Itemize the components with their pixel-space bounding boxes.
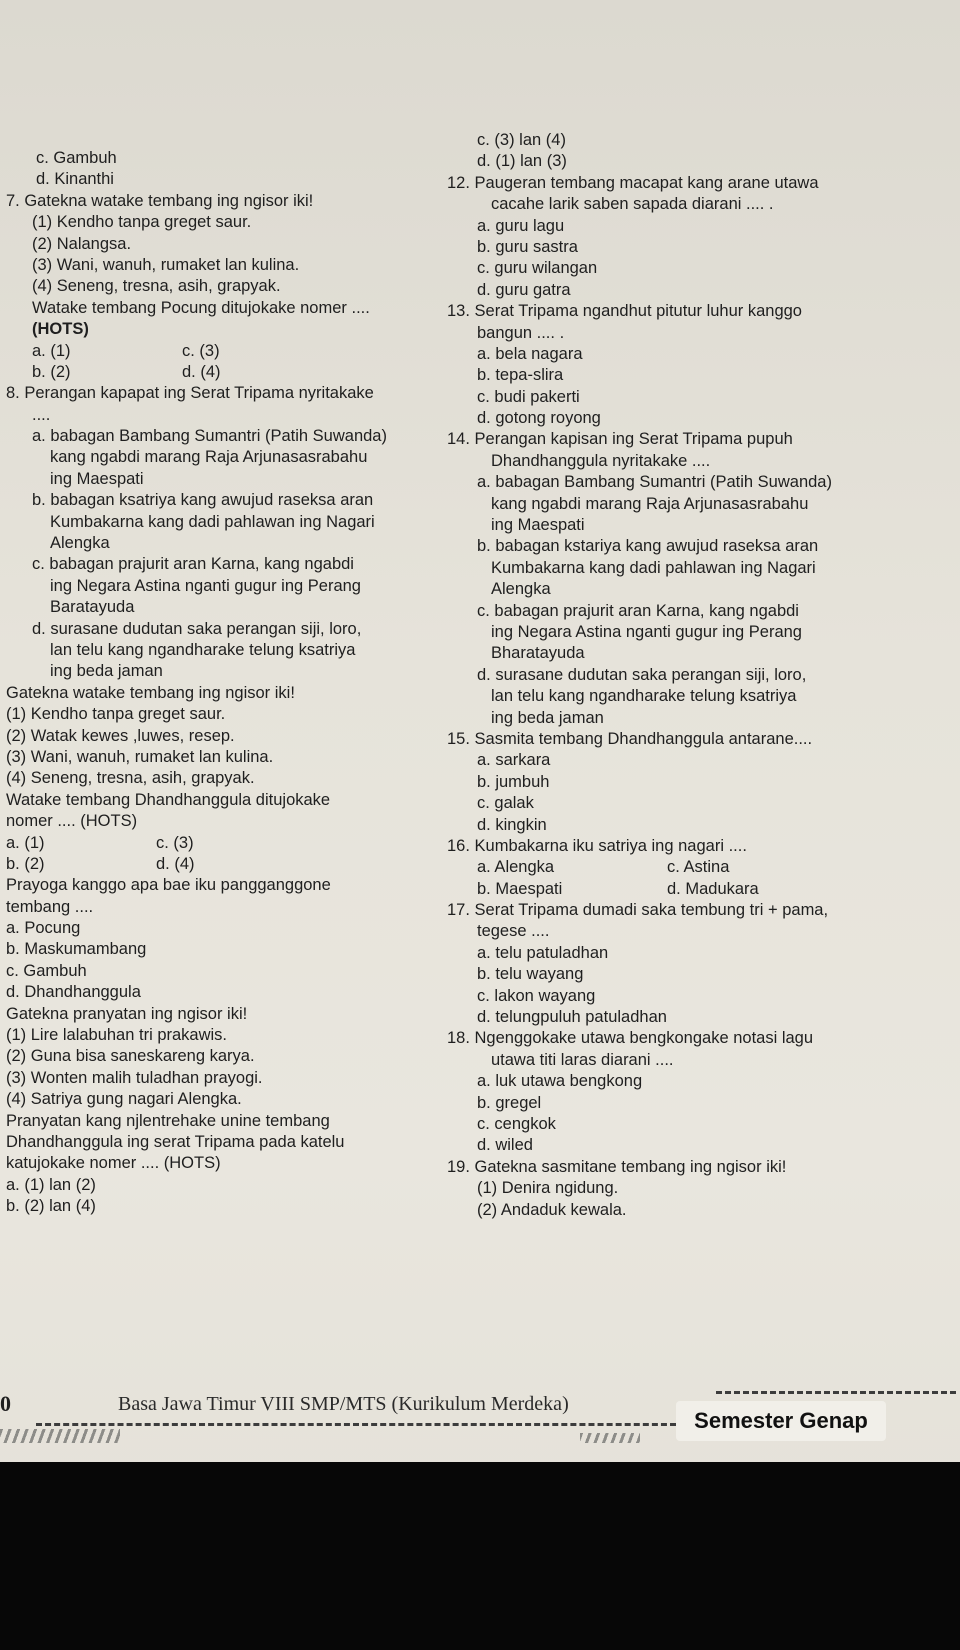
text-line: b. (2) lan (4) bbox=[6, 1197, 96, 1216]
option-a: a. (1) bbox=[32, 341, 71, 360]
text-line: katujokake nomer .... (HOTS) bbox=[6, 1154, 221, 1173]
text-line: c. babagan prajurit aran Karna, kang ngabdi bbox=[32, 555, 354, 574]
text-line: Watake tembang Dhandhanggula ditujokake bbox=[6, 790, 331, 809]
text-line: c. budi pakerti bbox=[477, 387, 580, 406]
text-line: c. Gambuh bbox=[36, 149, 117, 167]
text-line: (2) Guna bisa saneskareng karya. bbox=[6, 1047, 255, 1066]
text-line: utawa titi laras diarani .... bbox=[491, 1050, 674, 1069]
text-line: kang ngabdi marang Raja Arjunasasrabahu bbox=[491, 494, 809, 513]
text-line: ing Maespati bbox=[50, 469, 144, 488]
text-line: c. babagan prajurit aran Karna, kang ngabdi bbox=[477, 601, 799, 620]
footer-decoration bbox=[0, 1429, 120, 1443]
text-line: a. (1) lan (2) bbox=[6, 1175, 96, 1194]
text-line: c. cengkok bbox=[477, 1114, 556, 1133]
text-line: a. luk utawa bengkong bbox=[477, 1072, 643, 1091]
text-line: lan telu kang ngandharake telung ksatriya bbox=[50, 640, 356, 659]
text-line: 7. Gatekna watake tembang ing ngisor iki! bbox=[6, 191, 314, 210]
text-line: 12. Paugeran tembang macapat kang arane utawa bbox=[447, 173, 819, 192]
text-line: a. babagan Bambang Sumantri (Patih Suwanda) bbox=[32, 427, 387, 446]
text-line: (3) Wani, wanuh, rumaket lan kulina. bbox=[32, 255, 300, 274]
text-line: (4) Seneng, tresna, asih, grapyak. bbox=[6, 769, 255, 788]
text-line bbox=[447, 879, 952, 900]
page-number: 0 bbox=[0, 1391, 11, 1416]
text-line: d. guru gatra bbox=[477, 280, 571, 299]
text-line: (2) Andaduk kewala. bbox=[477, 1200, 627, 1219]
text-line: d. surasane dudutan saka perangan siji, loro, bbox=[32, 619, 362, 638]
text-line: ing beda jaman bbox=[50, 662, 163, 681]
text-line: (2) Watak kewes ,luwes, resep. bbox=[6, 726, 235, 745]
text-line: d. (1) lan (3) bbox=[477, 152, 567, 171]
text-line: 19. Gatekna sasmitane tembang ing ngisor iki! bbox=[447, 1157, 787, 1176]
text-line: Dhandhanggula ing serat Tripama pada katelu bbox=[6, 1132, 345, 1151]
text-line bbox=[6, 341, 461, 362]
text-line: d. telungpuluh patuladhan bbox=[477, 1008, 667, 1027]
text-line: Bharatayuda bbox=[491, 644, 585, 663]
text-line: d. kingkin bbox=[477, 815, 547, 834]
text-line: ing Negara Astina nganti gugur ing Perang bbox=[491, 622, 802, 641]
text-line: bangun .... . bbox=[477, 323, 565, 342]
page-footer bbox=[0, 1385, 960, 1460]
text-line: (3) Wonten malih tuladhan prayogi. bbox=[6, 1068, 263, 1087]
text-line: d. gotong royong bbox=[477, 409, 601, 428]
text-line: c. lakon wayang bbox=[477, 986, 596, 1005]
text-line: ing Negara Astina nganti gugur ing Perang bbox=[50, 576, 361, 595]
option-a: a. (1) bbox=[6, 833, 45, 852]
text-line: 18. Ngenggokake utawa bengkongake notasi lagu bbox=[447, 1029, 814, 1048]
option-b: c. (3) bbox=[182, 341, 220, 360]
text-line: a. guru lagu bbox=[477, 216, 565, 235]
text-line: a. bela nagara bbox=[477, 344, 583, 363]
text-line: (4) Seneng, tresna, asih, grapyak. bbox=[32, 277, 281, 296]
text-line: b. telu wayang bbox=[477, 965, 584, 984]
text-line bbox=[6, 833, 461, 854]
text-line bbox=[447, 857, 952, 878]
text-line: (4) Satriya gung nagari Alengka. bbox=[6, 1090, 242, 1109]
text-line: (HOTS) bbox=[32, 320, 89, 339]
text-line: a. babagan Bambang Sumantri (Patih Suwanda) bbox=[477, 473, 832, 492]
text-line: Kumbakarna kang dadi pahlawan ing Nagari bbox=[491, 558, 816, 577]
text-line: c. (3) lan (4) bbox=[477, 131, 566, 149]
text-line: Dhandhanggula nyritakake .... bbox=[491, 451, 711, 470]
text-line: b. Maskumambang bbox=[6, 940, 147, 959]
text-line: Gatekna pranyatan ing ngisor iki! bbox=[6, 1004, 248, 1023]
text-line: 13. Serat Tripama ngandhut pitutur luhur kanggo bbox=[447, 302, 802, 321]
text-line: d. wiled bbox=[477, 1136, 533, 1155]
text-line: Kumbakarna kang dadi pahlawan ing Nagari bbox=[50, 512, 375, 531]
option-a: b. Maespati bbox=[477, 879, 563, 898]
option-b: c. Astina bbox=[667, 858, 730, 877]
text-line: a. telu patuladhan bbox=[477, 943, 609, 962]
text-line: d. Dhandhanggula bbox=[6, 983, 141, 1002]
footer-decoration-2 bbox=[580, 1433, 640, 1443]
option-b: d. (4) bbox=[182, 362, 221, 381]
text-line: b. tepa-slira bbox=[477, 366, 564, 385]
book-title: Basa Jawa Timur VIII SMP/MTS (Kurikulum Merdeka) bbox=[118, 1393, 569, 1415]
text-line: lan telu kang ngandharake telung ksatriya bbox=[491, 687, 797, 706]
footer-divider bbox=[36, 1423, 676, 1426]
text-line: b. jumbuh bbox=[477, 772, 550, 791]
text-line: a. sarkara bbox=[477, 751, 551, 770]
text-line: b. babagan ksatriya kang awujud raseksa aran bbox=[32, 491, 374, 510]
option-a: b. (2) bbox=[6, 854, 45, 873]
text-line: nomer .... (HOTS) bbox=[6, 812, 138, 831]
text-line: 15. Sasmita tembang Dhandhanggula antarane.... bbox=[447, 729, 813, 748]
text-line: Watake tembang Pocung ditujokake nomer .... bbox=[32, 298, 370, 317]
text-line: d. Kinanthi bbox=[36, 170, 114, 189]
text-line: Alengka bbox=[491, 580, 551, 599]
text-line: 16. Kumbakarna iku satriya ing nagari .... bbox=[447, 836, 747, 855]
option-b: d. Madukara bbox=[667, 879, 759, 898]
left-column bbox=[6, 148, 461, 1218]
text-line: (1) Kendho tanpa greget saur. bbox=[6, 705, 226, 724]
text-line: 17. Serat Tripama dumadi saka tembung tri + pama, bbox=[447, 901, 829, 920]
footer-divider-top bbox=[716, 1391, 956, 1394]
text-line: 8. Perangan kapapat ing Serat Tripama nyritakake bbox=[6, 384, 374, 403]
text-line: d. surasane dudutan saka perangan siji, loro, bbox=[477, 665, 807, 684]
text-line bbox=[6, 854, 461, 875]
text-line: (2) Nalangsa. bbox=[32, 234, 132, 253]
text-line: Prayoga kanggo apa bae iku pangganggone bbox=[6, 876, 331, 895]
text-line: kang ngabdi marang Raja Arjunasasrabahu bbox=[50, 448, 368, 467]
text-line: ing Maespati bbox=[491, 516, 585, 535]
option-a: b. (2) bbox=[32, 362, 71, 381]
text-line: 14. Perangan kapisan ing Serat Tripama pupuh bbox=[447, 430, 793, 449]
text-line: (3) Wani, wanuh, rumaket lan kulina. bbox=[6, 747, 274, 766]
text-line: b. babagan kstariya kang awujud raseksa aran bbox=[477, 537, 819, 556]
text-line: cacahe larik saben sapada diarani .... . bbox=[491, 195, 774, 214]
text-line: Gatekna watake tembang ing ngisor iki! bbox=[6, 683, 295, 702]
background-surface bbox=[0, 1462, 960, 1650]
text-line: tembang .... bbox=[6, 897, 94, 916]
text-line: b. guru sastra bbox=[477, 237, 578, 256]
right-column bbox=[447, 130, 952, 1221]
option-a: a. Alengka bbox=[477, 858, 555, 877]
text-line: ing beda jaman bbox=[491, 708, 604, 727]
text-line bbox=[6, 362, 461, 383]
text-line: .... bbox=[32, 405, 51, 424]
text-line: Alengka bbox=[50, 534, 110, 553]
text-line: Baratayuda bbox=[50, 598, 135, 617]
text-line: c. galak bbox=[477, 794, 534, 813]
text-line: (1) Denira ngidung. bbox=[477, 1179, 619, 1198]
text-line: (1) Lire lalabuhan tri prakawis. bbox=[6, 1026, 228, 1045]
option-b: c. (3) bbox=[156, 833, 194, 852]
text-line: c. guru wilangan bbox=[477, 259, 598, 278]
text-line: (1) Kendho tanpa greget saur. bbox=[32, 213, 252, 232]
semester-label: Semester Genap bbox=[676, 1401, 886, 1441]
text-line: tegese .... bbox=[477, 922, 550, 941]
option-b: d. (4) bbox=[156, 854, 195, 873]
text-line: a. Pocung bbox=[6, 919, 81, 938]
text-line: c. Gambuh bbox=[6, 961, 87, 980]
text-line: Pranyatan kang njlentrehake unine tembang bbox=[6, 1111, 330, 1130]
text-line: b. gregel bbox=[477, 1093, 542, 1112]
